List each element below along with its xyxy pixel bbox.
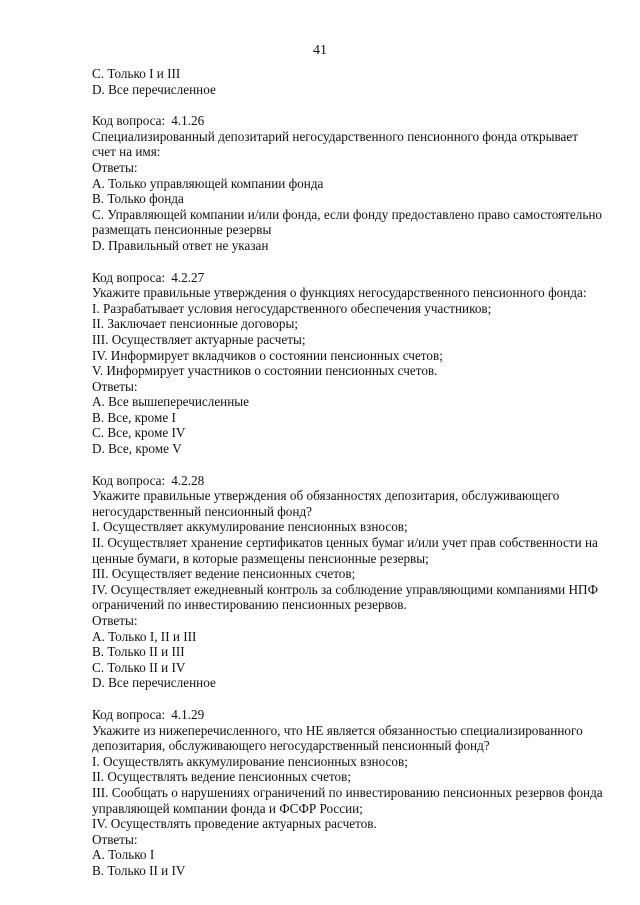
statement-line: I. Осуществлять аккумулирование пенсионных взносов; — [92, 753, 408, 769]
answer-line: A. Все вышеперечисленные — [92, 394, 250, 410]
question-text: Укажите правильные утверждения об обязанностях депозитария, обслуживающего — [92, 488, 560, 504]
question-code-label: Код вопроса: — [92, 113, 166, 129]
question-block — [92, 270, 612, 457]
question-text: счет на имя: — [92, 144, 161, 160]
question-code-line — [92, 270, 612, 286]
question-code: 4.1.29 — [171, 706, 205, 722]
statement-line: ограничений по инвестированию пенсионных резервов. — [92, 597, 407, 613]
question-code: 4.1.26 — [171, 113, 205, 129]
answer-line: D. Все перечисленное — [92, 675, 216, 691]
answer-line: D. Все перечисленное — [92, 81, 216, 97]
leading-answers — [92, 66, 612, 97]
question-block — [92, 113, 612, 253]
answer-line: B. Только II и IV — [92, 862, 186, 878]
answer-line: A. Только управляющей компании фонда — [92, 175, 324, 191]
answer-line: A. Только I, II и III — [92, 628, 197, 644]
statement-line: V. Информирует участников о состоянии пенсионных счетов. — [92, 363, 438, 379]
answers-label: Ответы: — [92, 159, 138, 175]
answers-label: Ответы: — [92, 378, 138, 394]
answer-line: C. Только I и III — [92, 66, 181, 81]
statement-line: II. Заключает пенсионные договоры; — [92, 316, 298, 332]
answer-line: B. Только II и III — [92, 644, 185, 660]
statement-line: III. Осуществляет актуарные расчеты; — [92, 331, 306, 347]
page-content — [92, 66, 612, 879]
answer-line: D. Правильный ответ не указан — [92, 237, 269, 253]
question-code: 4.2.28 — [171, 472, 205, 488]
question-code-label: Код вопроса: — [92, 269, 166, 285]
statement-line: II. Осуществляет хранение сертификатов ценных бумаг и/или учет прав собственности на — [92, 535, 598, 551]
page-number: 41 — [313, 43, 327, 58]
answer-line: C. Управляющей компании и/или фонда, если фонду предоставлено право самостоятельно — [92, 206, 603, 222]
question-text: Укажите из нижеперечисленного, что НЕ является обязанностью специализированного — [92, 722, 583, 738]
question-code-line — [92, 707, 612, 723]
answers-label: Ответы: — [92, 831, 138, 847]
question-text: негосударственный пенсионный фонд? — [92, 503, 313, 519]
answer-line: C. Все, кроме IV — [92, 425, 186, 441]
answer-line: B. Только фонда — [92, 191, 184, 207]
question-text: депозитария, обслуживающего негосударственный пенсионный фонд? — [92, 738, 490, 754]
statement-line: ценные бумаги, в которые размещены пенсионные резервы; — [92, 550, 429, 566]
statement-line: IV. Информирует вкладчиков о состоянии пенсионных счетов; — [92, 347, 443, 363]
answers-label: Ответы: — [92, 613, 138, 628]
statement-line: III. Осуществляет ведение пенсионных счетов; — [92, 566, 356, 582]
statement-line: II. Осуществлять ведение пенсионных счетов; — [92, 769, 352, 785]
statement-line: IV. Осуществляет ежедневный контроль за соблюдение управляющими компаниями НПФ — [92, 581, 598, 597]
statement-line: I. Осуществляет аккумулирование пенсионных взносов; — [92, 519, 408, 535]
statement-line: III. Сообщать о нарушениях ограничений по инвестированию пенсионных резервов фонда — [92, 784, 603, 800]
question-code-line — [92, 473, 612, 489]
question-block — [92, 707, 612, 879]
answer-line: D. Все, кроме V — [92, 441, 182, 457]
answer-line: C. Только II и IV — [92, 659, 186, 675]
answer-line: B. Все, кроме I — [92, 409, 176, 425]
answer-line: A. Только I — [92, 847, 155, 863]
question-text: Укажите правильные утверждения о функциях негосударственного пенсионного фонда: — [92, 285, 587, 301]
question-code: 4.2.27 — [171, 269, 205, 285]
question-code-label: Код вопроса: — [92, 472, 166, 488]
question-code-label: Код вопроса: — [92, 706, 166, 722]
question-code-line — [92, 113, 612, 129]
question-block — [92, 473, 612, 691]
statement-line: IV. Осуществлять проведение актуарных расчетов. — [92, 816, 377, 832]
statement-line: управляющей компании фонда и ФСФР России; — [92, 800, 363, 816]
question-text: Специализированный депозитарий негосударственного пенсионного фонда открывает — [92, 128, 578, 144]
statement-line: I. Разрабатывает условия негосударственного обеспечения участников; — [92, 300, 492, 316]
answer-line: размещать пенсионные резервы — [92, 222, 272, 238]
